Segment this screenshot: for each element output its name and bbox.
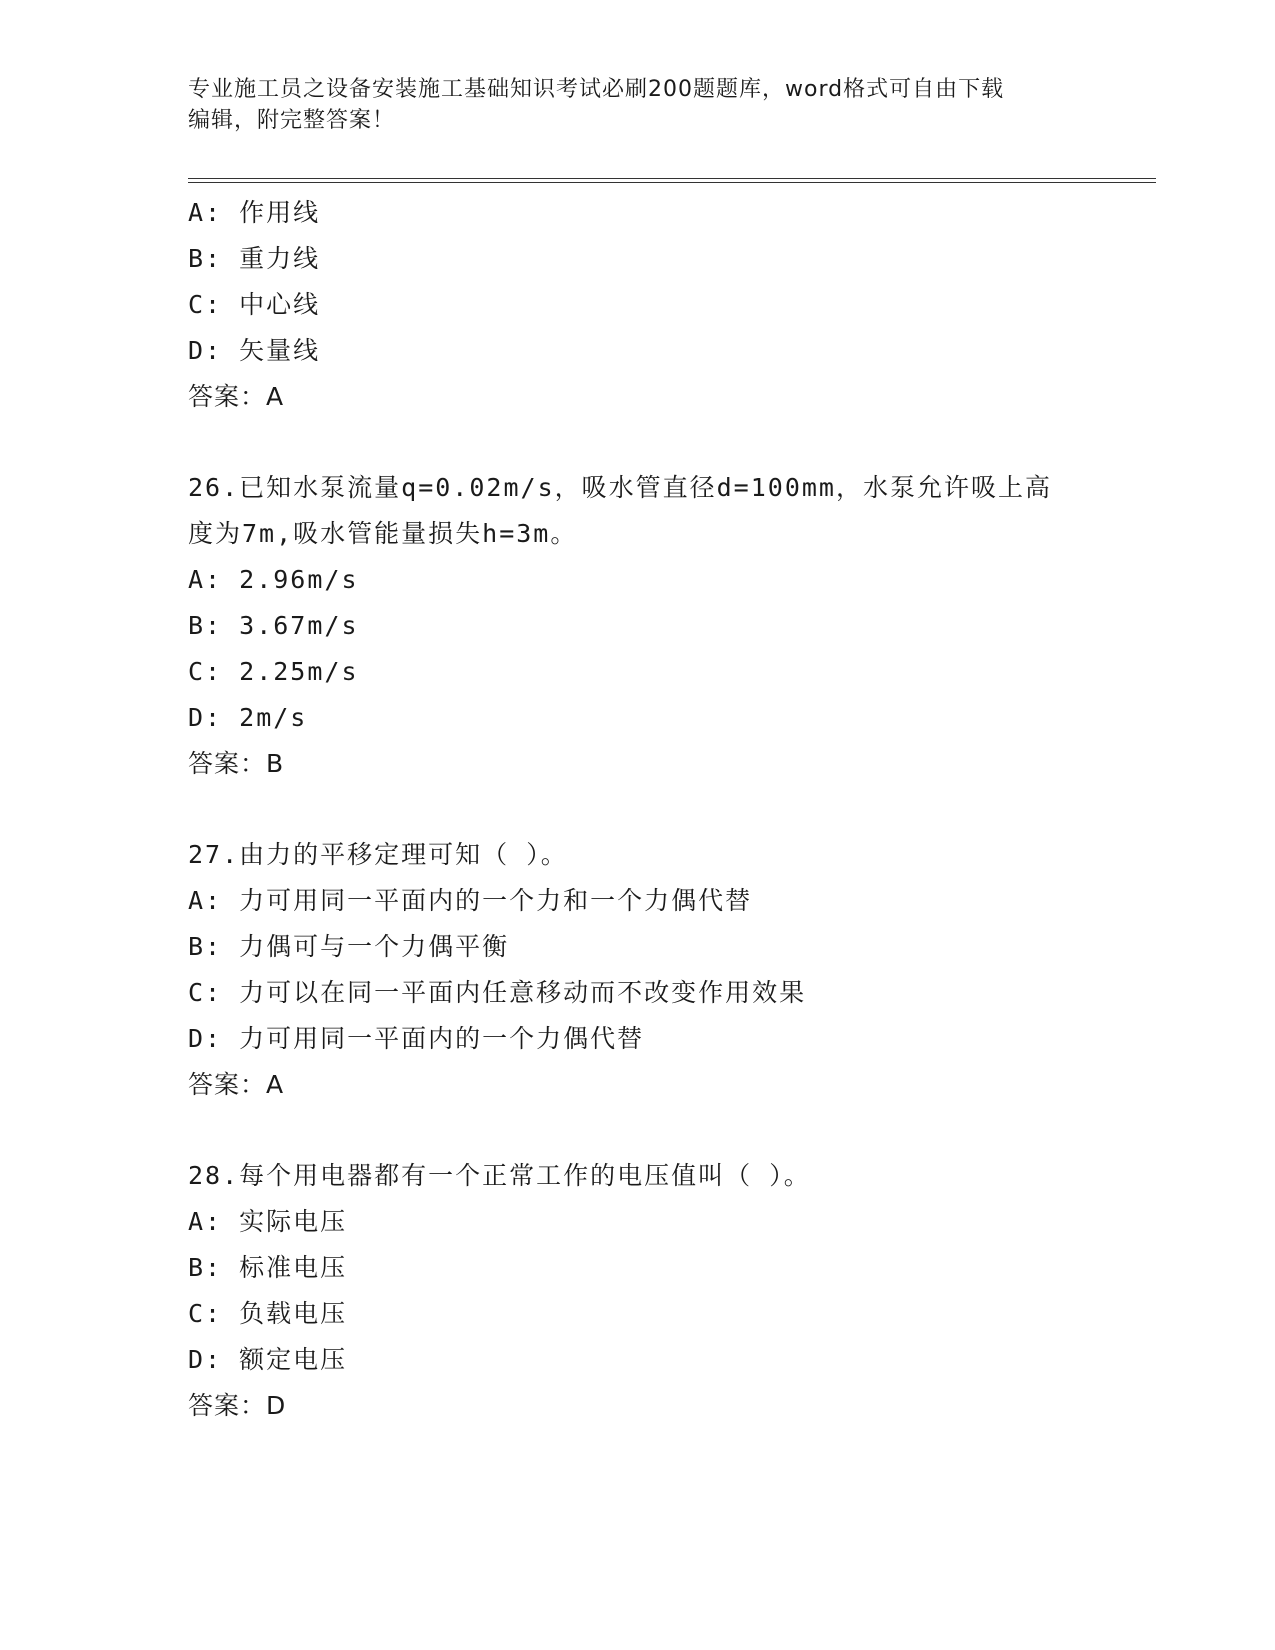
question-stem: 28.每个用电器都有一个正常工作的电压值叫（ ）。 [188,1161,811,1190]
option-b: B: 3.67m/s [188,611,359,640]
option-b: B: 重力线 [188,244,321,273]
option-c: C: 负载电压 [188,1299,348,1328]
option-a: A: 2.96m/s [188,565,359,594]
option-b: B: 力偶可与一个力偶平衡 [188,932,510,961]
header-double-rule [188,178,1156,183]
option-d: D: 2m/s [188,703,308,732]
option-d: D: 额定电压 [188,1345,348,1374]
option-b: B: 标准电压 [188,1253,348,1282]
question-stem-line-2: 度为7m,吸水管能量损失h=3m。 [188,519,578,548]
option-d: D: 矢量线 [188,336,321,365]
document-header [188,74,1088,136]
question-27 [188,832,1088,1108]
option-a: A: 作用线 [188,198,321,227]
answer: 答案：D [188,1391,287,1420]
spacer [188,787,1088,832]
answer: 答案：B [188,749,285,778]
option-d: D: 力可用同一平面内的一个力偶代替 [188,1024,645,1053]
spacer [188,420,1088,465]
question-list [188,190,1088,1429]
option-c: C: 2.25m/s [188,657,359,686]
header-line-2: 编辑，附完整答案！ [188,108,396,133]
answer: 答案：A [188,382,285,411]
option-a: A: 力可用同一平面内的一个力和一个力偶代替 [188,886,753,915]
question-stem: 27.由力的平移定理可知（ ）。 [188,840,568,869]
header-line-1: 专业施工员之设备安装施工基础知识考试必刷200题题库，word格式可自由下载 [188,77,1005,102]
option-c: C: 中心线 [188,290,321,319]
question-28 [188,1153,1088,1429]
option-a: A: 实际电压 [188,1207,348,1236]
answer: 答案：A [188,1070,285,1099]
option-c: C: 力可以在同一平面内任意移动而不改变作用效果 [188,978,807,1007]
question-stem-line-1: 26.已知水泵流量q=0.02m/s，吸水管直径d=100mm，水泵允许吸上高 [188,473,1052,502]
spacer [188,1108,1088,1153]
question-26 [188,465,1088,787]
question-25 [188,190,1088,420]
